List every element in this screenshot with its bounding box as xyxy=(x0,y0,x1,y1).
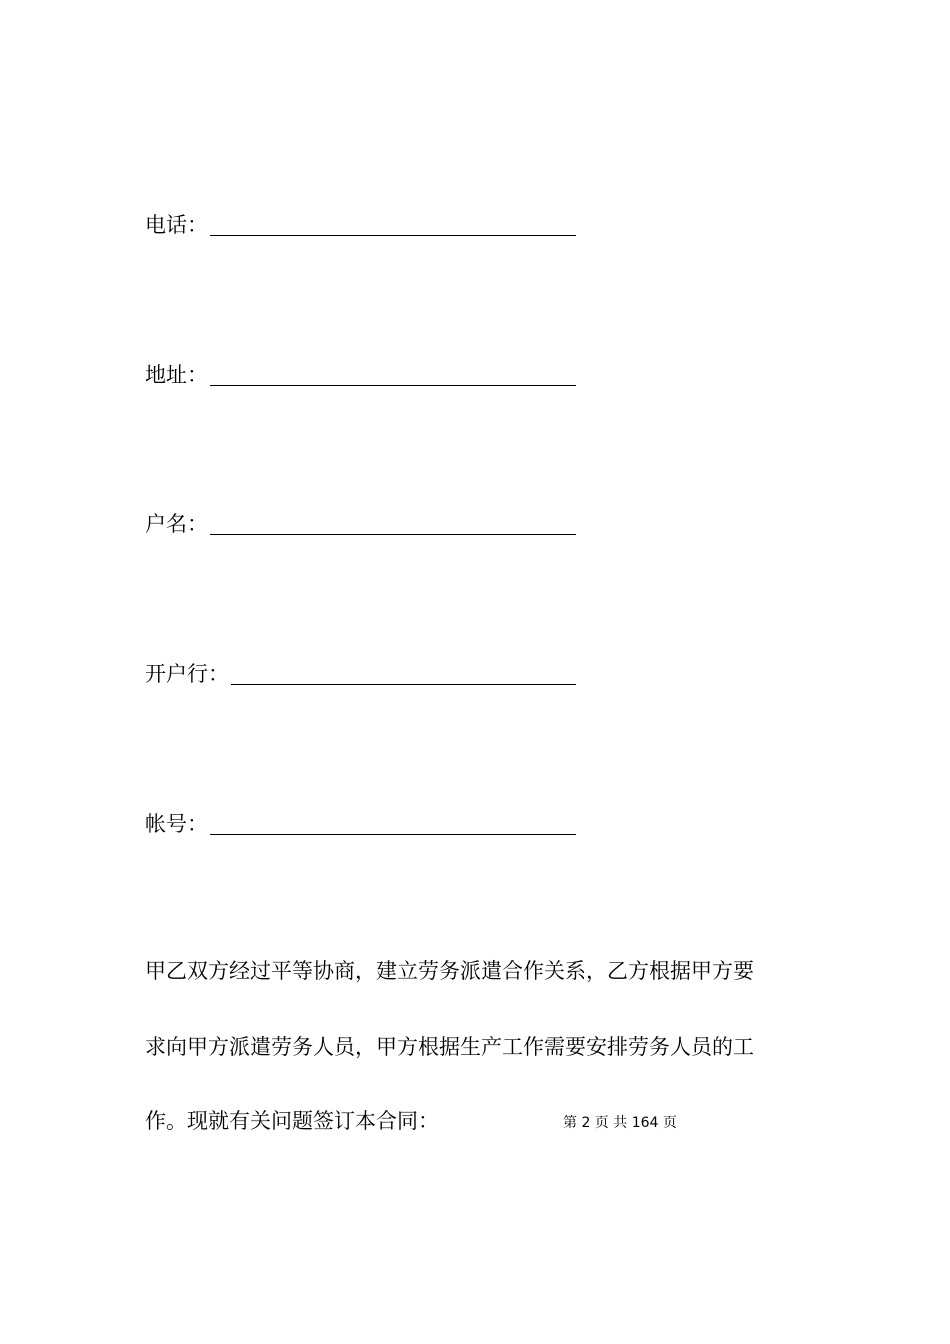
account-number-label: 帐号： xyxy=(145,812,208,836)
bank-field xyxy=(145,657,576,687)
intro-line-2: 求向甲方派遣劳务人员，甲方根据生产工作需要安排劳务人员的工 xyxy=(145,1035,754,1059)
account-name-blank-line[interactable] xyxy=(210,534,576,535)
phone-label: 电话： xyxy=(145,213,208,237)
address-blank-line[interactable] xyxy=(210,385,576,386)
account-name-field xyxy=(145,507,576,537)
phone-field xyxy=(145,208,576,238)
bank-blank-line[interactable] xyxy=(231,684,576,685)
account-number-blank-line[interactable] xyxy=(210,834,576,835)
bank-label: 开户行： xyxy=(145,662,229,686)
intro-line-3: 作。现就有关问题签订本合同： xyxy=(145,1109,439,1133)
account-name-label: 户名： xyxy=(145,512,208,536)
address-field xyxy=(145,358,576,388)
phone-blank-line[interactable] xyxy=(210,235,576,236)
page-indicator: 第 2 页 共 164 页 xyxy=(563,1115,677,1131)
intro-line-1: 甲乙双方经过平等协商，建立劳务派遣合作关系，乙方根据甲方要 xyxy=(145,959,754,983)
address-label: 地址： xyxy=(145,363,208,387)
account-number-field xyxy=(145,807,576,837)
